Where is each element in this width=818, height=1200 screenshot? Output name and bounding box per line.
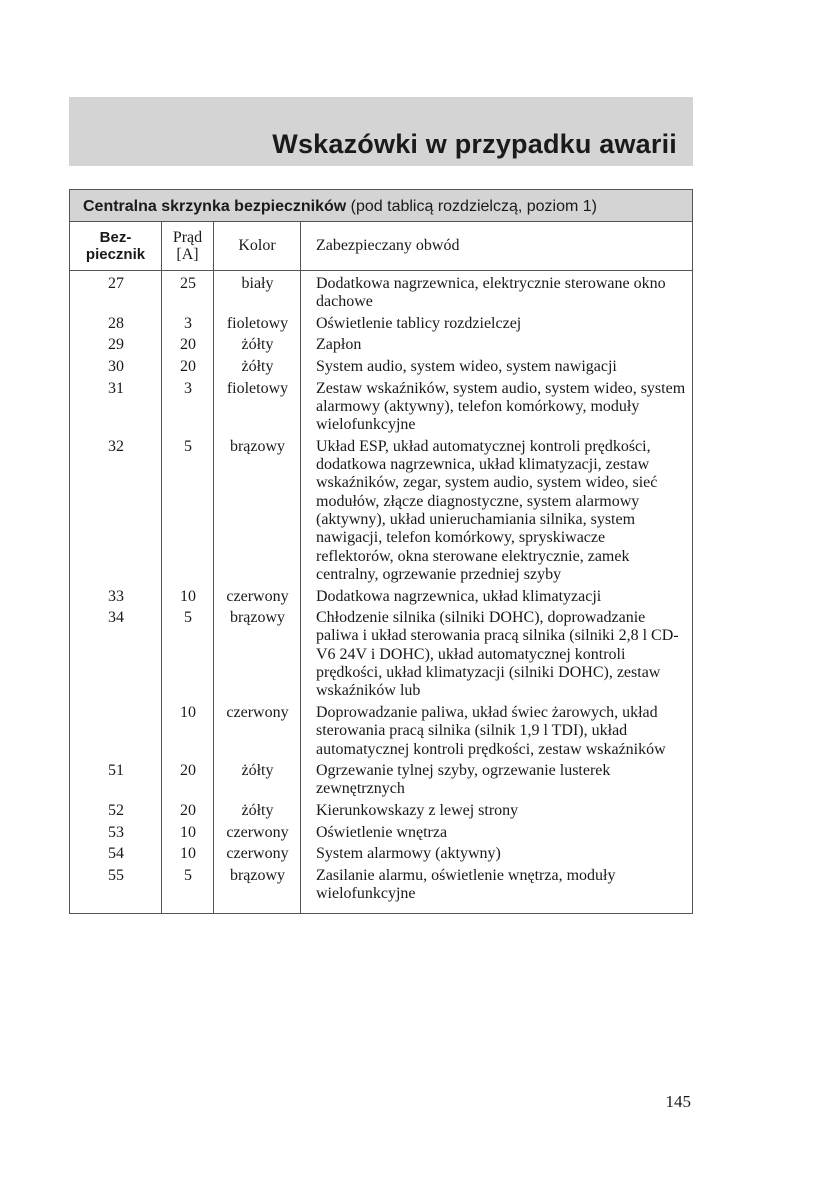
fuse-amperage: 10 [180,823,196,841]
header-color: Kolor [214,222,301,270]
header-current-line1: Prąd [172,229,203,246]
fuse-number: 31 [108,379,124,397]
table-header-row [70,222,692,271]
fuse-color: czerwony [226,845,289,863]
fuse-color: brązowy [229,866,286,884]
fuse-color: żółty [241,336,274,354]
fuse-amperage: 20 [180,762,196,780]
table-row [70,438,692,584]
protected-circuit: Oświetlenie wnętrza [316,823,448,841]
table-body [70,271,692,913]
fuse-amperage: 5 [184,437,192,455]
table-row [70,845,692,863]
protected-circuit: Dodatkowa nagrzewnica, układ klimatyzacji [316,587,602,605]
table-row [70,704,692,759]
table-row [70,275,692,312]
fuse-color: żółty [241,801,274,819]
section-title: Wskazówki w przypadku awarii [272,129,677,159]
fuse-number: 51 [108,762,124,780]
protected-circuit: Ogrzewanie tylnej szyby, ogrzewanie lusterek zewnętrznych [316,762,611,798]
table-row [70,824,692,842]
header-fuse-line2: piecznik [85,246,146,263]
fuse-number: 55 [108,866,124,884]
column-divider [213,271,214,913]
column-divider [161,271,162,913]
table-row [70,336,692,354]
fuse-color: żółty [241,358,274,376]
protected-circuit: Doprowadzanie paliwa, układ świec żarowych, układ sterowania pracą silnika (silnik 1,9 l TDI), układ automatycznej kontroli prędkości, zestaw wskaźników [316,703,666,758]
protected-circuit: Zestaw wskaźników, system audio, system wideo, system alarmowy (aktywny), telefon komórkowy, moduły wielofunkcyjne [316,379,686,434]
protected-circuit: Zapłon [316,336,362,354]
table-row [70,588,692,606]
fuse-amperage: 5 [184,609,192,627]
header-current-line2: [A] [176,246,199,263]
fuse-color: brązowy [229,609,286,627]
table-row [70,380,692,435]
fuse-number: 30 [108,358,124,376]
fuse-number: 32 [108,437,124,455]
protected-circuit: Oświetlenie tablicy rozdzielczej [316,314,522,332]
page-number: 145 [665,1092,691,1111]
table-row [70,762,692,799]
fuse-amperage: 25 [180,275,196,292]
fuse-color: czerwony [226,703,289,721]
column-divider [300,271,301,913]
header-circuit: Zabezpieczany obwód [316,237,460,254]
fuse-amperage: 20 [180,801,196,819]
section-header [69,97,693,166]
fuse-number: 28 [108,314,124,332]
table-caption-title: Centralna skrzynka bezpieczników [83,198,347,215]
fuse-table [69,189,693,914]
fuse-number: 33 [108,587,124,605]
fuse-amperage: 5 [184,866,192,884]
protected-circuit: Zasilanie alarmu, oświetlenie wnętrza, moduły wielofunkcyjne [316,866,616,903]
fuse-color: fioletowy [226,379,289,397]
fuse-number: 52 [108,801,124,819]
protected-circuit: System alarmowy (aktywny) [316,845,501,863]
table-row [70,802,692,820]
table-row [70,609,692,700]
protected-circuit: Chłodzenie silnika (silniki DOHC), doprowadzanie paliwa i układ sterowania pracą silnika (silniki 2,8 l CD-V6 24V i DOHC), układ automatycznej kontroli prędkości, układ klimatyzacji (silniki DOHC), zestaw wskaźników lub [316,609,679,700]
fuse-number: 34 [108,609,124,627]
fuse-amperage: 3 [184,379,192,397]
fuse-color: czerwony [226,587,289,605]
fuse-amperage: 10 [180,845,196,863]
table-row [70,315,692,333]
protected-circuit: Dodatkowa nagrzewnica, elektrycznie sterowane okno dachowe [316,275,666,311]
fuse-color: fioletowy [226,314,289,332]
fuse-number: 53 [108,823,124,841]
fuse-amperage: 3 [184,314,192,332]
protected-circuit: System audio, system wideo, system nawigacji [316,358,617,376]
table-row [70,867,692,904]
fuse-amperage: 10 [180,587,196,605]
fuse-color: brązowy [229,437,286,455]
fuse-number: 29 [108,336,124,354]
fuse-number: 54 [108,845,124,863]
fuse-amperage: 20 [180,336,196,354]
fuse-number: 27 [108,275,124,292]
header-current [162,222,214,270]
fuse-number [70,704,162,759]
protected-circuit: Układ ESP, układ automatycznej kontroli prędkości, dodatkowa nagrzewnica, układ klimatyzacji, zestaw wskaźników, zegar, system audio, system wideo, sieć modułów, złącze diagnostyczne, system alarmowy (aktywny), układ unieruchamiania silnika, system nawigacji, telefon komórkowy, spryskiwacze reflektorów, okna sterowane elektrycznie, zamek centralny, ogrzewanie przedniej szyby [316,437,658,583]
fuse-color: czerwony [226,823,289,841]
table-caption [70,190,692,222]
header-fuse-line1: Bez- [99,229,132,246]
table-caption-location: (pod tablicą rozdzielczą, poziom 1) [346,198,597,215]
fuse-color: biały [241,275,274,292]
table-row [70,358,692,376]
header-fuse [70,222,162,270]
fuse-amperage: 20 [180,358,196,376]
fuse-color: żółty [241,762,274,780]
fuse-amperage: 10 [180,703,196,721]
protected-circuit: Kierunkowskazy z lewej strony [316,801,519,819]
